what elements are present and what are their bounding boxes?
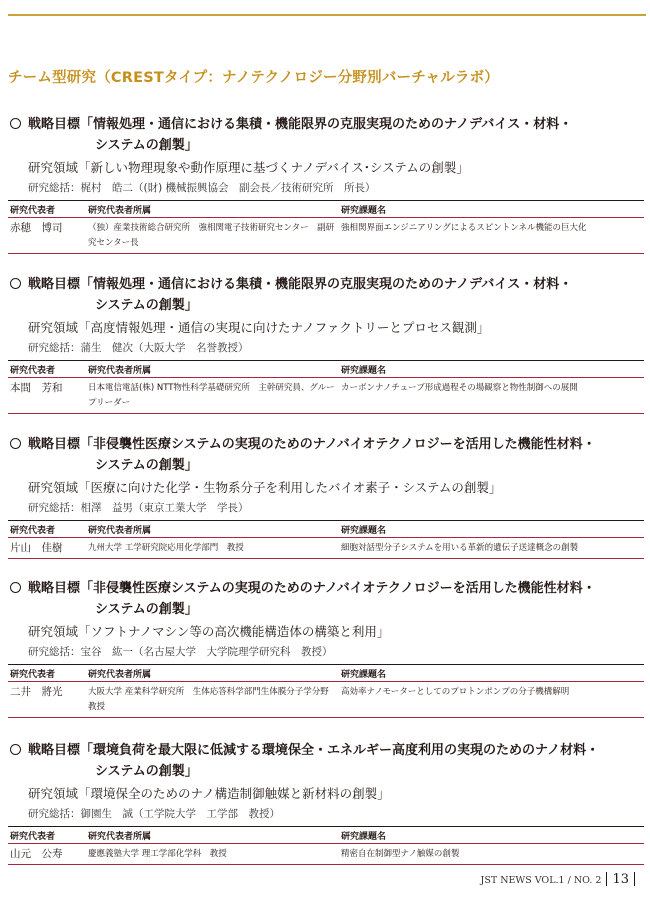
strategic-goal — [8, 740, 644, 782]
circle-bullet-icon — [10, 278, 21, 289]
table-row — [8, 682, 644, 718]
circle-bullet-icon — [10, 582, 21, 593]
field-text: 「高度情報処理・通信の実現に向けたナノファクトリーとプロセス観測」 — [78, 320, 490, 335]
rep-name: 二井 將光 — [8, 682, 86, 718]
program-block — [8, 114, 644, 254]
footer-divider — [634, 872, 635, 886]
research-topic: 精密自在制御型ナノ触媒の創製 — [339, 844, 644, 865]
rep-name: 片山 佳樹 — [8, 538, 86, 559]
goal-text: 「情報処理・通信における集積・機能限界の克服実現のためのナノデバイス・材料・ — [80, 117, 573, 132]
research-topic: 高効率ナノモーターとしてのプロトンポンプの分子機構解明 — [339, 682, 644, 718]
footer-divider — [606, 872, 607, 886]
goal-label: 戦略目標 — [28, 437, 81, 452]
goal-text-cont: システムの創製」 — [95, 138, 198, 153]
research-field — [8, 622, 644, 642]
field-label: 研究領域 — [28, 786, 79, 801]
field-text: 「ソフトナノマシン等の高次機能構造体の構築と利用」 — [78, 624, 390, 639]
top-rule — [8, 14, 646, 16]
field-label: 研究領域 — [28, 624, 79, 639]
rep-name: 赤穂 博司 — [8, 218, 86, 254]
research-supervisor: 研究総括：相澤 益男（東京工業大学 学長） — [28, 502, 249, 514]
rep-affiliation: 日本電信電話(株) NTT物性科学基礎研究所 主幹研究員、グループリーダー — [86, 378, 339, 414]
section-title: チーム型研究（CRESTタイプ：ナノテクノロジー分野別バーチャルラボ） — [8, 70, 499, 86]
goal-text-cont: システムの創製」 — [95, 764, 198, 779]
research-field — [8, 478, 644, 498]
program-block — [8, 274, 644, 414]
goal-label: 戦略目標 — [28, 277, 81, 292]
goal-label: 戦略目標 — [28, 581, 81, 596]
goal-text: 「非侵襲性医療システムの実現のためのナノバイオテクノロジーを活用した機能性材料・ — [80, 437, 596, 452]
research-supervisor: 研究総括：宝谷 紘一（名古屋大学 大学院理学研究科 教授） — [28, 646, 333, 658]
goal-text-cont: システムの創製」 — [95, 602, 198, 617]
strategic-goal — [8, 274, 644, 316]
researcher-table — [8, 826, 644, 865]
goal-label: 戦略目標 — [28, 117, 81, 132]
rep-affiliation: 九州大学 工学研究院応用化学部門 教授 — [86, 538, 339, 559]
goal-label: 戦略目標 — [28, 743, 81, 758]
goal-text-cont: システムの創製」 — [95, 298, 198, 313]
strategic-goal — [8, 114, 644, 156]
col-rep: 研究代表者 — [8, 827, 86, 844]
research-supervisor: 研究総括：御園生 誠（工学院大学 工学部 教授） — [28, 808, 280, 820]
research-field — [8, 318, 644, 338]
circle-bullet-icon — [10, 438, 21, 449]
col-aff: 研究代表者所属 — [86, 827, 339, 844]
table-row — [8, 378, 644, 414]
researcher-table — [8, 360, 644, 414]
field-label: 研究領域 — [28, 320, 79, 335]
col-aff: 研究代表者所属 — [86, 665, 339, 682]
research-field — [8, 784, 644, 804]
strategic-goal — [8, 578, 644, 620]
research-supervisor: 研究総括：梶村 皓二（(財) 機械振興協会 副会長／技術研究所 所長） — [28, 182, 376, 194]
page-footer — [481, 872, 640, 887]
field-text: 「医療に向けた化学・生物系分子を利用したバイオ素子・システムの創製」 — [78, 480, 502, 495]
col-topic: 研究課題名 — [339, 827, 644, 844]
goal-text: 「環境負荷を最大限に低減する環境保全・エネルギー高度利用の実現のためのナノ材料・ — [80, 743, 600, 758]
col-rep: 研究代表者 — [8, 521, 86, 538]
page-number: 13 — [612, 872, 629, 887]
circle-bullet-icon — [10, 118, 21, 129]
field-label: 研究領域 — [28, 480, 79, 495]
col-topic: 研究課題名 — [339, 201, 644, 218]
researcher-table — [8, 664, 644, 718]
program-block — [8, 740, 644, 865]
col-aff: 研究代表者所属 — [86, 201, 339, 218]
journal-name: JST NEWS VOL.1 / NO. 2 — [480, 875, 602, 886]
table-row — [8, 538, 644, 559]
col-topic: 研究課題名 — [339, 665, 644, 682]
col-topic: 研究課題名 — [339, 521, 644, 538]
strategic-goal — [8, 434, 644, 476]
researcher-table — [8, 200, 644, 254]
col-aff: 研究代表者所属 — [86, 361, 339, 378]
rep-name: 山元 公寿 — [8, 844, 86, 865]
research-topic: カーボンナノチューブ形成過程その場観察と物性制御への展開 — [339, 378, 644, 414]
program-block — [8, 578, 644, 718]
program-block — [8, 434, 644, 559]
rep-name: 本間 芳和 — [8, 378, 86, 414]
table-row — [8, 844, 644, 865]
goal-text: 「情報処理・通信における集積・機能限界の克服実現のためのナノデバイス・材料・ — [80, 277, 573, 292]
col-rep: 研究代表者 — [8, 201, 86, 218]
field-text: 「新しい物理現象や動作原理に基づくナノデバイス･システムの創製」 — [78, 160, 469, 175]
field-text: 「環境保全のためのナノ構造制御触媒と新材料の創製」 — [78, 786, 390, 801]
goal-text: 「非侵襲性医療システムの実現のためのナノバイオテクノロジーを活用した機能性材料・ — [80, 581, 596, 596]
research-topic: 強相関界面エンジニアリングによるスピントンネル機能の巨大化 — [339, 218, 644, 254]
research-supervisor: 研究総括：蒲生 健次（大阪大学 名誉教授） — [28, 342, 249, 354]
rep-affiliation: 大阪大学 産業科学研究所 生体応答科学部門生体膜分子学分野 教授 — [86, 682, 339, 718]
col-topic: 研究課題名 — [339, 361, 644, 378]
goal-text-cont: システムの創製」 — [95, 458, 198, 473]
research-field — [8, 158, 644, 178]
rep-affiliation: 慶應義塾大学 理工学部化学科 教授 — [86, 844, 339, 865]
col-rep: 研究代表者 — [8, 665, 86, 682]
rep-affiliation: （独）産業技術総合研究所 強相関電子技術研究センター 副研究センター長 — [86, 218, 339, 254]
table-row — [8, 218, 644, 254]
col-rep: 研究代表者 — [8, 361, 86, 378]
col-aff: 研究代表者所属 — [86, 521, 339, 538]
research-topic: 細胞対話型分子システムを用いる革新的遺伝子送達概念の創製 — [339, 538, 644, 559]
field-label: 研究領域 — [28, 160, 79, 175]
researcher-table — [8, 520, 644, 559]
circle-bullet-icon — [10, 744, 21, 755]
